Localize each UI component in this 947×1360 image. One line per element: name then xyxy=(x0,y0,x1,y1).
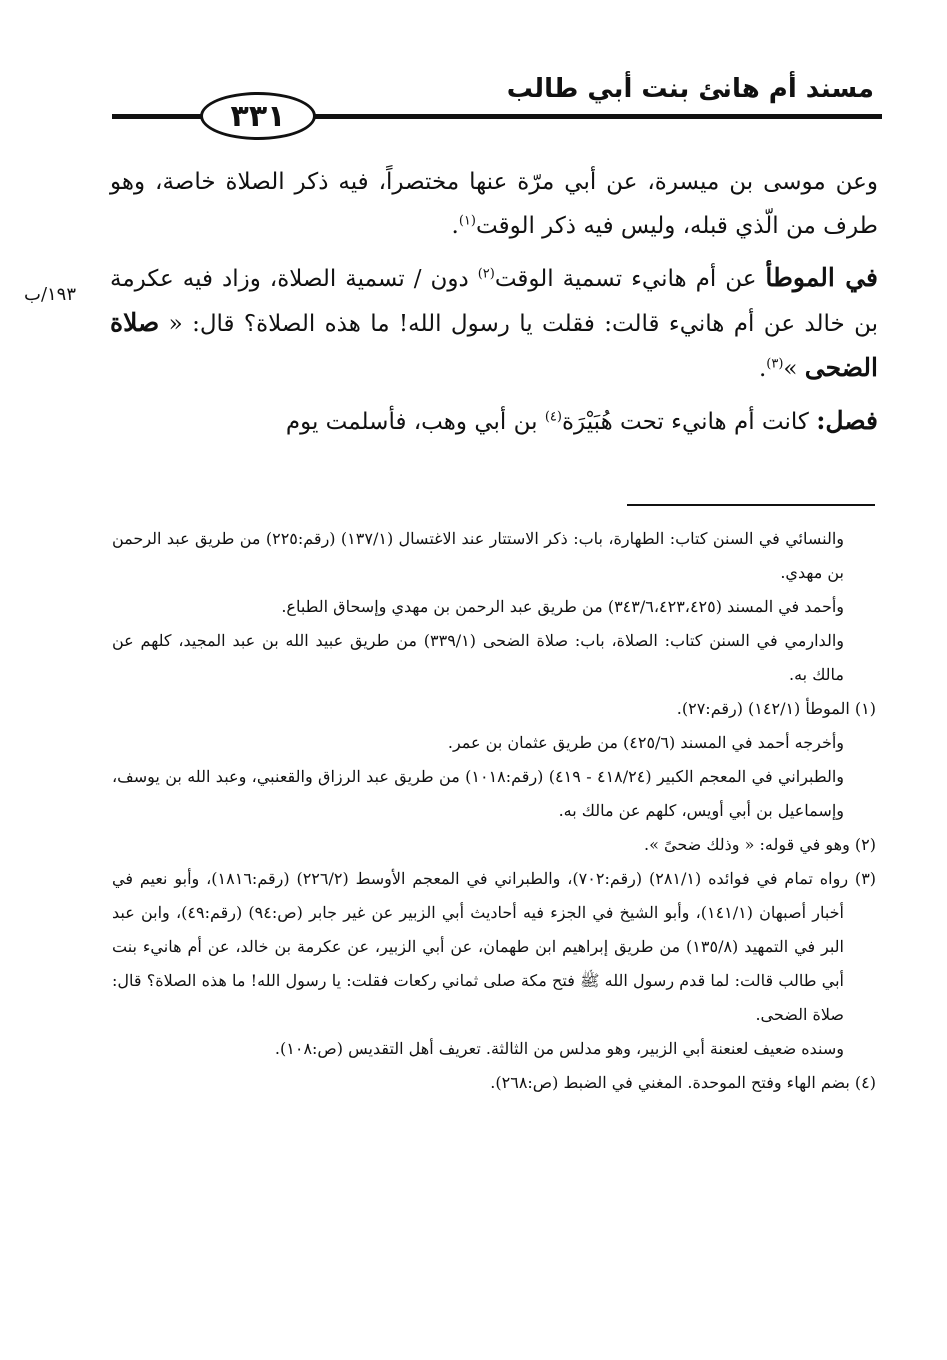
hadith-quote: صلاة الضحى xyxy=(110,308,878,382)
footnote-ref-4: (٤) xyxy=(544,409,562,425)
source-title: في الموطأ xyxy=(765,263,879,292)
paragraph-2: في الموطأ عن أم هانيء تسمية الوقت$^{(٢)}$ دون / تسمية الصلاة، وزاد فيه عكرمة بن خالد عن أم هانيء قالت: فقلت يا رسول الله! ما هذه الصلاة؟ قال: « صلاة الضحى »$^{(٣)}$. xyxy=(110,263,879,382)
main-text xyxy=(110,160,878,452)
footnote-1: (١) الموطأ (١٤٢/١) (رقم:٢٧). xyxy=(676,699,876,718)
footnote-2: (٢) وهو في قوله: « وذلك ضحىً ». xyxy=(644,835,876,854)
running-title: مسند أم هانئ بنت أبي طالب xyxy=(506,74,874,104)
footnote-line: وسنده ضعيف لعنعنة أبي الزبير، وهو مدلس من الثالثة. تعريف أهل التقديس (ص:١٠٨). xyxy=(274,1039,844,1058)
footnote-line: والنسائي في السنن كتاب: الطهارة، باب: ذكر الاستتار عند الاغتسال (١٣٧/١) (رقم:٢٢٥) من طريق عبد الرحمن بن مهدي. xyxy=(112,529,845,582)
footnote-separator xyxy=(627,504,875,506)
page-number: ٣٣١ xyxy=(230,98,286,134)
footnote-3: (٣) رواه تمام في فوائده (٢٨١/١) (رقم:٧٠٢)، والطبراني في المعجم الأوسط (٢٢٦/٢) (رقم:١٨١٦)، وأبو نعيم في أخبار أصبهان (١٤١/١)، وأبو الشيخ في الجزء فيه أحاديث أبي الزبير عن غير جابر (ص:٩٤) (رقم:٤٩)، وابن عبد البر في التمهيد (١٣٥/٨) من طريق إبراهيم ابن طهمان، عن أبي الزبير، عن عكرمة بن خالد، عن أم هانيء بنت أبي طالب قالت: لما قدم رسول الله ﷺ فتح مكة صلى ثماني ركعات فقلت: يا رسول الله! ما هذه الصلاة؟ قال: صلاة الضحى. xyxy=(112,869,877,1024)
footnote-line: وأخرجه أحمد في المسند (٤٢٥/٦) من طريق عثمان بن عمر. xyxy=(447,733,844,752)
footnote-ref-1: (١) xyxy=(458,213,476,229)
footnote-ref-2: (٢) xyxy=(477,266,495,282)
page-header xyxy=(112,68,882,148)
footnote-line: والدارمي في السنن كتاب: الصلاة، باب: صلاة الضحى (٣٣٩/١) من طريق عبيد الله بن عبد المجيد، كلهم عن مالك به. xyxy=(112,631,844,684)
section-label: فصل: xyxy=(816,406,878,435)
paragraph-3: فصل: كانت أم هانيء تحت هُبَيْرَة$^{(٤)}$ بن أبي وهب، فأسلمت يوم xyxy=(285,406,878,435)
footnote-line: وأحمد في المسند (٣٤٣/٦،٤٢٣،٤٢٥) من طريق عبد الرحمن بن مهدي وإسحاق الطباع. xyxy=(281,597,844,616)
footnote-4: (٤) بضم الهاء وفتح الموحدة. المغني في الضبط (ص:٢٦٨). xyxy=(490,1073,876,1092)
footnote-line: والطبراني في المعجم الكبير (٤١٨/٢٤ - ٤١٩) (رقم:١٠١٨) من طريق عبد الرزاق والقعنبي، وعبد الله بن يوسف، وإسماعيل بن أبي أويس، كلهم عن مالك به. xyxy=(112,767,845,820)
paragraph-1: وعن موسى بن ميسرة، عن أبي مرّة عنها مختصراً، فيه ذكر الصلاة خاصة، وهو طرف من الّذي قبله، وليس فيه ذكر الوقت$^{(١)}$. xyxy=(110,169,878,239)
page-number-badge xyxy=(200,92,316,140)
footnote-ref-3: (٣) xyxy=(766,356,784,372)
manuscript-folio-marker: ١٩٣/ب xyxy=(24,284,77,305)
footnotes xyxy=(112,522,876,1100)
